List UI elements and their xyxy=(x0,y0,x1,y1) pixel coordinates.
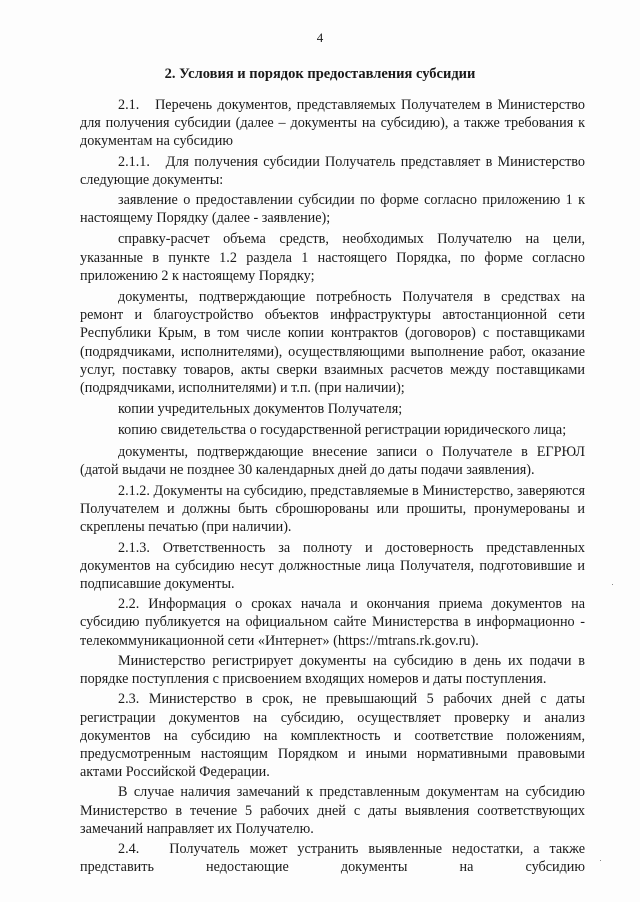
paragraph-2-3: 2.3. Министерство в срок, не превышающий 5 рабочих дней с даты регистрации документов на субсидию, осуществляет проверку и анализ документов на субсидию на комплектность и соответствие положениям, предусмотренным настоящим Порядком и иными нормативными правовыми актами Российской Федерации. xyxy=(80,691,585,781)
paragraph-remarks: В случае наличия замечаний к представленным документам на субсидию Министерство в течение 5 рабочих дней с даты выявления соответствующих замечаний направляет их Получателю. xyxy=(80,784,585,837)
paragraph-registration: Министерство регистрирует документы на субсидию в день их подачи в порядке поступления с присвоением входящих номеров и даты поступления. xyxy=(80,652,585,688)
paragraph-2-1-2: 2.1.2. Документы на субсидию, представляемые в Министерство, заверяются Получателем и должны быть сброшюрованы или прошиты, пронумерованы и скреплены печатью (при наличии). xyxy=(80,483,585,536)
list-item-need-documents: документы, подтверждающие потребность Получателя в средствах на ремонт и благоустройство объектов инфраструктуры автостанционной сети Республики Крым, в том числе копии контрактов (договоров) с поставщиками (подрядчиками, исполнителями), осуществляющими выполнение работ, оказание услуг, поставку товаров, акты сверки взаимных расчетов между поставщиками (подрядчиками, исполнителями) и т.п. (при наличии); xyxy=(80,289,585,397)
list-item-application: заявление о предоставлении субсидии по форме согласно приложению 1 к настоящему Порядку (далее - заявление); xyxy=(80,192,585,227)
list-item-calculation: справку-расчет объема средств, необходимых Получателю на цели, указанные в пункте 1.2 раздела 1 настоящего Порядка, по форме согласно приложению 2 к настоящему Порядку; xyxy=(80,231,585,284)
section-heading: 2. Условия и порядок предоставления субсидии xyxy=(164,66,476,82)
paragraph-2-4: 2.4. Получатель может устранить выявленные недостатки, а также представить недостающие документы на субсидию xyxy=(80,840,585,876)
list-item-registration-certificate: копию свидетельства о государственной регистрации юридического лица; xyxy=(118,422,567,439)
scan-speck xyxy=(612,584,613,585)
paragraph-2-1: 2.1. Перечень документов, представляемых Получателем в Министерство для получения субсидии (далее – документы на субсидию), а также требования к документам на субсидию xyxy=(80,97,585,150)
paragraph-2-2: 2.2. Информация о сроках начала и окончания приема документов на субсидию публикуется на официальном сайте Министерства в информационно - телекоммуникационной сети «Интернет» (https://mtrans.rk.gov.ru). xyxy=(80,596,585,649)
list-item-egrul-record: документы, подтверждающие внесение записи о Получателе в ЕГРЮЛ (датой выдачи не позднее 30 календарных дней до даты подачи заявления). xyxy=(80,443,585,478)
list-item-founding-documents: копии учредительных документов Получателя; xyxy=(118,401,403,418)
document-body xyxy=(80,96,585,878)
paragraph-2-1-3: 2.1.3. Ответственность за полноту и достоверность представленных документов на субсидию несут должностные лица Получателя, подготовившие и подписавшие документы. xyxy=(80,539,585,593)
page-number: 4 xyxy=(316,30,324,45)
paragraph-2-1-1: 2.1.1. Для получения субсидии Получатель представляет в Министерство следующие документы: xyxy=(80,153,585,188)
scan-speck xyxy=(600,860,601,861)
